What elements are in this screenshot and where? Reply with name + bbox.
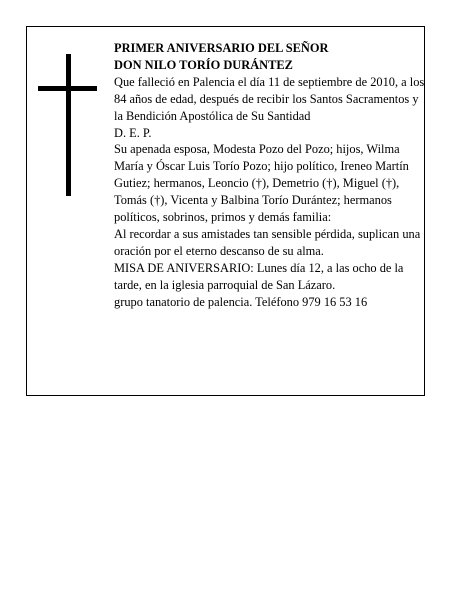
cross-vertical-bar <box>66 54 71 196</box>
cross-horizontal-bar <box>38 86 97 91</box>
funeral-home-line: grupo tanatorio de palencia. Teléfono 979 16 53 16 <box>114 294 368 309</box>
rip-line: D. E. P. <box>114 125 152 140</box>
notice-title-line-1: PRIMER ANIVERSARIO DEL SEÑOR <box>114 41 329 55</box>
family-paragraph: Su apenada esposa, Modesta Pozo del Pozo; hijos, Wilma María y Óscar Luis Torío Pozo; hijo político, Ireneo Martín Gutiez; hermanos, Leoncio (†), Demetrio (†), Miguel (†), Tomás (†), Vicenta y Balbina Torío Duránte​z; hermanos políticos, sobrinos, primos y demás familia: <box>114 142 409 225</box>
notice-text <box>114 40 426 311</box>
prayer-request-paragraph: Al recordar a sus amistades tan sensible pérdida, suplican una oración por el eterno descanso de su alma. <box>114 226 421 258</box>
obituary-notice <box>26 26 425 396</box>
notice-title-line-2: DON NILO TORÍO DURÁNTEZ <box>114 57 293 72</box>
mass-details-paragraph: MISA DE ANIVERSARIO: Lunes día 12, a las ocho de la tarde, en la iglesia parroquial de San Lázaro. <box>114 260 404 292</box>
death-details-paragraph: Que falleció en Palencia el día 11 de septiembre de 2010, a los 84 años de edad, después de recibir los Santos Sacramentos y la Bendición Apostólica de Su Santidad <box>114 74 425 123</box>
